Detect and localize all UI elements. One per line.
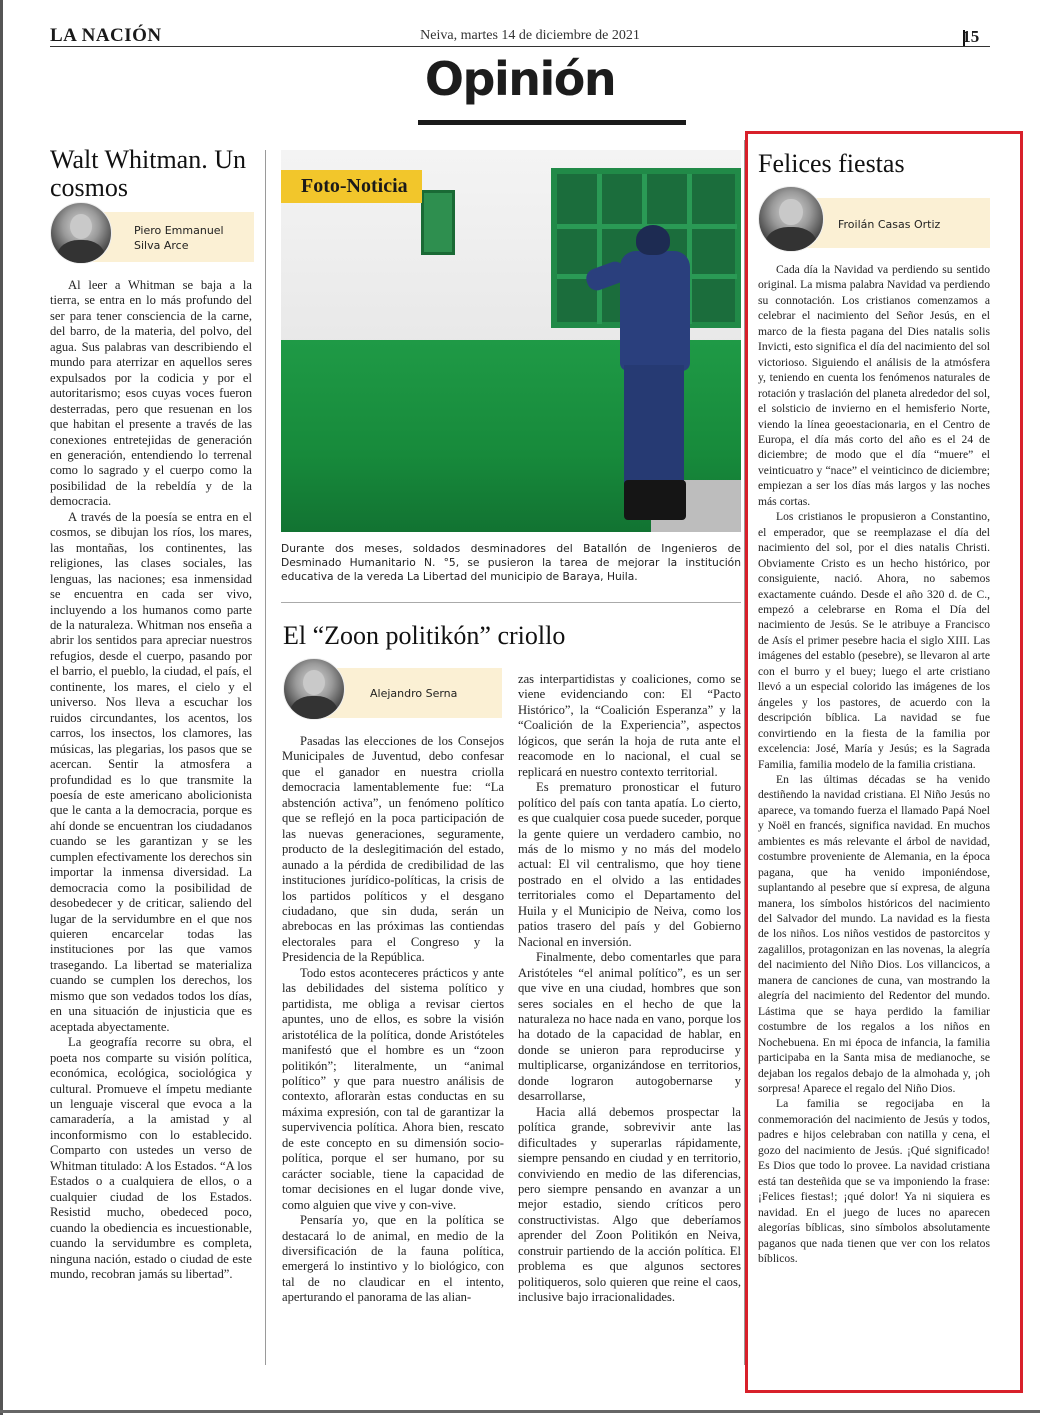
paragraph: Al leer a Whitman se baja a la tierra, se entra en lo más profundo del ser para tener consciencia de la carne, del barro, de la materia, del polvo, del agua. Sus palabras van describiendo el mundo para aterrizar en aquellos seres expulsados por la codicia y por el autoritarismo; esos cuyas voces fueron desterradas, pero que resuenan en los que habitan el presente a través de las conexiones entretejidas de generación en generación, entendiendo lo terrenal como lo sagrado y el cuerpo como la posibilidad de la rebeldía y de la democracia. — [50, 278, 252, 509]
page-number — [958, 27, 979, 47]
author-photo-whitman — [50, 202, 112, 264]
article-body-fiestas — [758, 262, 990, 1266]
avatar-shoulders — [765, 227, 816, 252]
soldier-head — [636, 225, 670, 255]
paragraph: Es prematuro pronosticar el futuro político del país con tanta apatía. Lo cierto, es que cualquier cosa puede suceder, porque la gente quiere un verdadero cambio, no más de lo mismo y no más del modelo actual: El vil centralismo, que hoy tiene postrado en el olvido a las entidades territoriales como el Departamento del Huila y el Municipio de Neiva, como los patios trasero del país y del Gobierno Nacional en inversión. — [518, 780, 741, 949]
soldier-boots — [624, 480, 686, 520]
paragraph: Todo estos aconteceres prácticos y ante las debilidades del sistema político y partidista, me obliga a revisar ciertos apuntes, uno de ellos, es sobre la visión aristotélica de la política, donde Aristóteles manifestó que el hombre es un “zoon politikón”; literalmente, un “animal político” y que para nuestro análisis de contexto, afloraràn estas conductas en su máxima expresión, con tal de garantizar la supervivencia política. Ahora bien, rescato de este concepto en su dimensión socio-política, porque el ser humano, por su carácter sociable, tiene la capacidad de tomar decisiones en el lugar donde vive, como alguien que vive y con-vive. — [282, 965, 504, 1212]
news-photo — [281, 150, 741, 532]
headline-fiestas: Felices fiestas — [758, 149, 905, 178]
paragraph: Los cristianos le propusieron a Constantino, el emperador, que se reemplazase el día del nacimiento del sol, por el dies natalis Christi. Obviamente Cristo es un hecho histórico, por consiguiente, nació. Ahora, no sabemos exactamente cuándo. Desde el año 320 d. de C., empezó a celebrarse en Roma el Día del nacimiento de Jesús. Se le atribuye a Francisco de Asís el primer pesebre hacia el siglo XIII. Las imágenes del establo (pesebre), se llevaron al arte con el burro y el buey; luego el arte cristiano llevó a un especial colorido las imágenes de los ángeles y los pastores, de acuerdo con la descripción bíblica. La navidad se fue convirtiendo en la fiesta de la familia por excelencia: José, María y Jesús; es la Sagrada Familia, familia modelo de la familia cristiana. — [758, 510, 990, 771]
column-divider — [265, 150, 266, 1365]
article-body-zoon-col2 — [518, 672, 741, 1306]
author-photo-casas — [758, 186, 824, 252]
paragraph: Cada día la Navidad va perdiendo su sentido original. La misma palabra Navidad va perdiendo su connotación. Los cristianos comenzamos a celebrar el nacimiento del Señor Jesús, en el marco de la fiesta pagana del Dies natalis solis Invicti, esto significa el día del nacimiento del sol victorioso. Siguiendo el análisis de la atmósfera y, teniendo en cuenta los fenómenos naturales de rotación y traslación del planeta alrededor del sol, el solsticio de invierno en el hemisferio Norte, viendo la línea geoestacionaria, en el Centro de Europa, el día más corto del año es el 24 de diciembre; de modo que el día “muere” el veinticuatro y “nace” el veinticinco de diciembre; empiezan a ser los días más largos y las noches más cortas. — [758, 263, 990, 508]
headline-whitman: Walt Whitman. Un cosmos — [50, 145, 247, 202]
headline-zoon: El “Zoon politikón” criollo — [283, 621, 566, 650]
avatar-shoulders — [290, 696, 338, 720]
section-title-rule — [418, 120, 686, 125]
avatar-face — [779, 199, 802, 226]
dateline: Neiva, martes 14 de diciembre de 2021 — [420, 28, 640, 43]
page-edge-shadow — [0, 0, 3, 1415]
paragraph: La familia se regocijaba en la conmemoración del nacimiento de Jesús y todos, padres e hijos celebraban con natilla y cena, el gozo del nacimiento de Jesús. ¡Qué significado! Es Dios que todo lo provee. La navidad cristiana está tan desteñida que se va imponiendo la frase: ¡Felices fiestas!; ¡qué dolor! Ya ni siquiera es navidad. En el juego de luces no aparecen alegorías bíblicas, sino símbolos absolutamente paganos que nada tienen que ver con los relatos bíblicos. — [758, 1097, 990, 1265]
soldier-legs — [624, 365, 684, 485]
paragraph: Hacia allá debemos prospectar la política grande, sobrevivir ante las dificultades y superarlas rápidamente, siempre pensando en ciudad y en territorio, conviviendo en medio de las diferencias, pero siempre pensando en avanzar a un mejor estadio, siendo críticos pero constructivistas. Algo que deberíamos aprender del Zoon Politikón en Neiva, construir partiendo de la acción política. El problema es que algunos sectores politiqueros, solo quieren que reine el caos, inclusive bajo irracionalidades. — [518, 1104, 741, 1305]
masthead-rule — [50, 46, 990, 47]
article-body-zoon-col1 — [282, 734, 504, 1306]
photo-news-tag: Foto-Noticia — [281, 170, 422, 203]
paragraph: A través de la poesía se entra en el cosmos, se dibujan los ríos, los mares, las montañas, los continentes, las religiones, las clases sociales, las lenguas, las naciones; esa inmensidad se encuentra en cada ser vivo, incluyendo a los humanos como parte de la naturaleza. Whitman nos enseña a abrir los sentidos para apreciar nuestros refugios, desde el cuerpo, pasando por el barrio, el pueblo, la ciudad, el país, el continente, los mares, el cielo y el universo. Nos lleva a escuchar los ruidos circundantes, los acentos, los carros, los insectos, los clamores, las músicas, las plegarias, los pasos que se acercan. Sentir la atmosfera a profundidad es lo que transmite la poesía de este americano abolicionista que le canta a la democracia, porque es ahí donde se encuentran los ciudadanos cuando se les garantizan y se les cumplen efectivamente los derechos sin importar la inmensa diversidad. La democracia como la posibilidad de desobedecer y de criticar, saliendo del lugar de la servidumbre en el que nos quieren encarcelar todas las instituciones por las que vamos trasegando. La libertad se materializa cuando se cumplen los derechos, los mismo que son vedados todos los días, en una situación de injusticia que es aceptada abyectamente. — [50, 509, 252, 1034]
avatar-face — [70, 214, 92, 239]
article-body-whitman — [50, 278, 252, 1282]
paragraph: La geografía recorre su obra, el poeta nos comparte su visión política, económica, ecológica, sociológica y cultural. Promueve el ímpetu mediante un lenguaje visceral que evoca a la camaradería, a la amistad y al inconformismo con lo establecido. Comparto con ustedes un verso de Whitman titulado: A los Estados. “A los Estados o a cualquiera de ellos, o a cualquier ciudad de los Estados. Resistid mucho, obedeced poco, cuando la obediencia es incuestionable, cuando la servidumbre es completa, ninguna nación, estado o ciudad de este mundo, recobran jamás su libertad”. — [50, 1035, 252, 1281]
author-photo-serna — [283, 658, 345, 720]
paragraph: Finalmente, debo comentarles que para Aristóteles “el animal político”, es un ser que vive en una ciudad, hombres que son seres sociales en el hecho de que la naturaleza no hace nada en vano, porque los ha dotado de la capacidad de hablar, en donde se unieron para reproducirse y multiplicarse, organizándose en territorios, donde lograron autogobernarse y desarrollarse, — [518, 950, 741, 1104]
avatar-shoulders — [57, 240, 105, 264]
photo-meter-box — [421, 190, 455, 255]
paragraph: En las últimas décadas se ha venido destiñendo la navidad cristiana. El Niño Jesús no aparece, va tomando fuerza el llamado Papá Noel y Noël en francés, significa navidad. En muchos ambientes es más relevante el árbol de navidad, costumbre proveniente de Alemania, en la época pagana, que ha venido imponiéndose, suplantando al pesebre que sí expresa, de alguna manera, los símbolos históricos del nacimiento del Salvador del mundo. La navidad es la fiesta de los niños. Los niños vestidos de pastorcitos y zagalillos, protagonizan en las novenas, la alegría del nacimiento del Niño Dios. Los villancicos, a manera de canciones de cuna, van mostrando la alegría del nacimiento del Redentor del mundo. Lástima que se haya perdido la familiar costumbre de los regalos a los niños en Nochebuena. En mi época de infancia, la familia participaba en la Santa misa de medianoche, se dejaban los regalos debajo de la almohada y, ¡oh sorpresa! Aparece el regalo del Niño Dios. — [758, 772, 990, 1096]
avatar-face — [303, 670, 325, 695]
newspaper-logo: LA NACIÓN — [50, 25, 162, 46]
author-name-casas: Froilán Casas Ortiz — [838, 218, 941, 231]
photo-soldier — [606, 225, 701, 525]
section-title: Opinión — [424, 52, 616, 106]
paragraph: Pensaría yo, que en la política se destacará lo de animal, en medio de la diversificación de la fauna política, emergerá lo instintivo y lo biológico, con tal de no claudicar en el intento, aperturando el panorama de las alian- — [282, 1213, 504, 1305]
author-name-serna: Alejandro Serna — [370, 687, 458, 700]
soldier-torso — [620, 251, 690, 371]
author-name-whitman: Piero Emmanuel Silva Arce — [134, 224, 224, 252]
page-edge-bottom — [0, 1410, 1040, 1413]
paragraph: zas interpartidistas y coaliciones, como se viene evidenciando con: El “Pacto Histórico”, la “Coalición Esperanza” y la “Coalición de la Experiencia”, aspectos lógicos, que serán la hoja de ruta ante el reacomode en lo nacional, el cual se replicará en nuestro contexto territorial. — [518, 672, 741, 779]
photo-caption: Durante dos meses, soldados desminadores del Batallón de Ingenieros de Desminado Humanitario N. °5, se pusieron la tarea de mejorar la institución educativa de la vereda La Libertad del municipio de Baraya, Huila. — [281, 542, 741, 584]
caption-rule — [281, 602, 741, 603]
page-number-value: 15 — [962, 27, 980, 46]
window-bar — [597, 174, 602, 324]
paragraph: Pasadas las elecciones de los Consejos Municipales de Juventud, debo confesar que el ganador en nuestra criolla democracia lamentablemente fue: “La abstención activa”, un fenómeno político que se reflejó en la poca participación de las nuevas generaciones, seguramente, producto de la deslegitimación del estado, aunado a la pérdida de credibilidad de las instituciones jurídico-políticas, la crisis de los partidos políticos y el desgano ciudadano, que sin duda, serán un abrebocas en las próximas las contiendas electorales para el Congreso y la Presidencia de la República. — [282, 734, 504, 965]
